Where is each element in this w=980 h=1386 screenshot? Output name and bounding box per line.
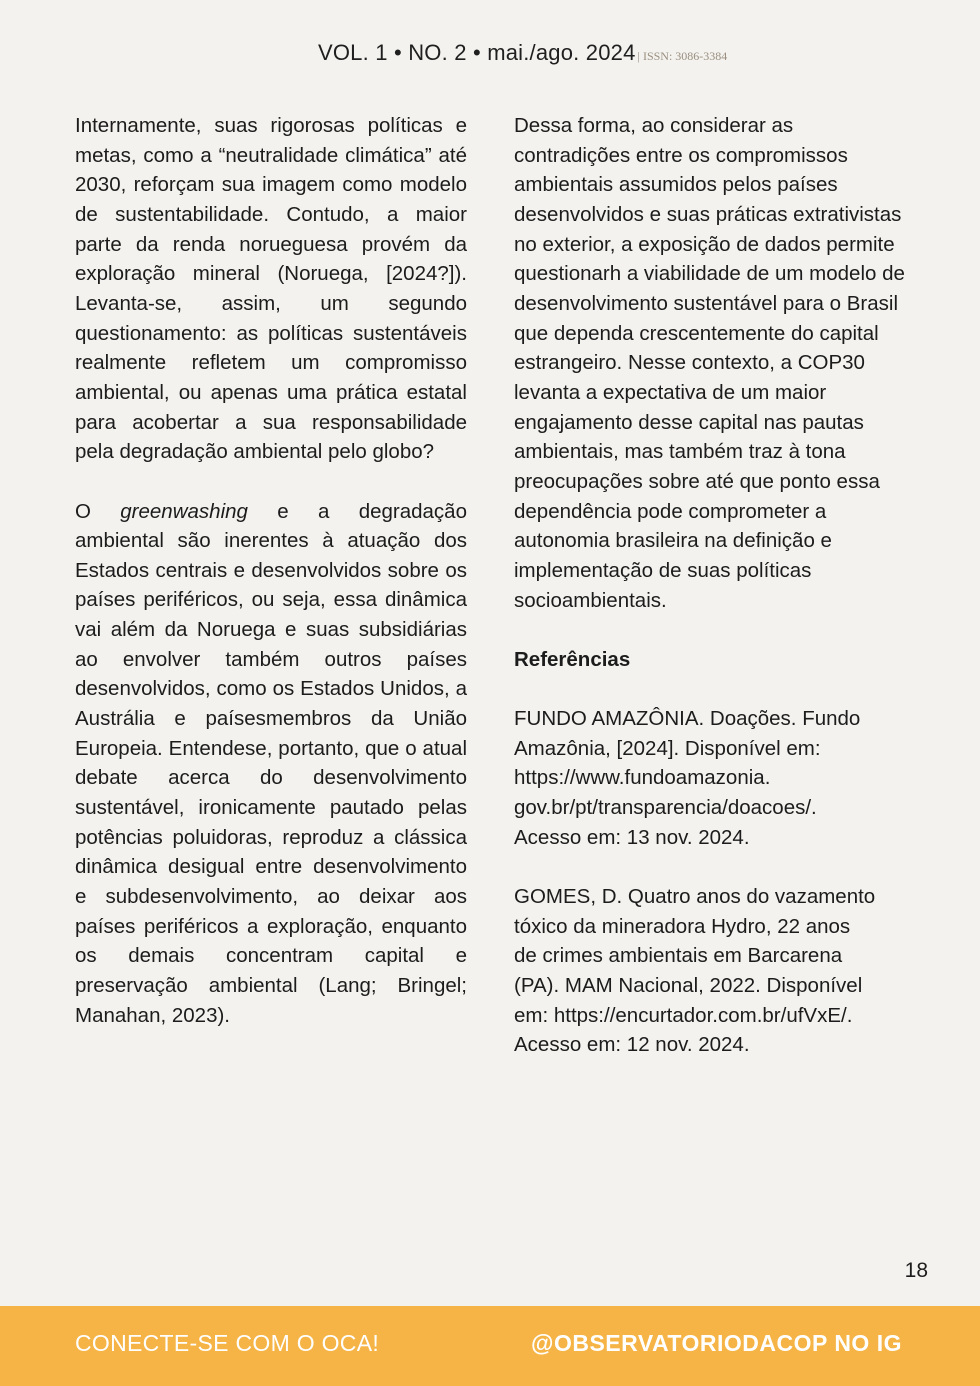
- left-paragraph-1: Internamente, suas rigorosas políticas e metas, como a “neutralidade climática” até 2030, reforçam sua imagem como modelo de sustentabilidade. Contudo, a maior parte da renda norueguesa provém da exploração mineral (Noruega, [2024?]). Levanta-se, assim, um segundo questionamento: as políticas sustentáveis realmente refletem um compromisso ambiental, ou apenas uma prática estatal para acobertar a sua responsabilidade pela degradação ambiental pelo globo?: [75, 114, 467, 464]
- para2-rest: e a degradação ambiental são inerentes à atuação dos Estados centrais e desenvolvidos sobre os países periféricos, ou seja, essa dinâmica vai além da Noruega e suas subsidiárias ao envolver também outros países desenvolvidos, como os Estados Unidos, a Austrália e paísesmembros da União Europeia. Entendese, portanto, que o atual debate acerca do desenvolvimento sustentável, ironicamente pautado pelas potências poluidoras, reproduz a clássica dinâmica desigual entre desenvolvimento e subdesenvolvimento, ao deixar aos países periféricos a exploração, enquanto os demais concentram capital e preservação ambiental (Lang; Bringel; Manahan, 2023).: [75, 499, 467, 1027]
- reference-fundo-amazonia: [514, 704, 910, 852]
- ref2-url: em: https://encurtador.com.br/ufVxE/.: [514, 1003, 853, 1027]
- ref2-line: (PA). MAM Nacional, 2022. Disponível: [514, 973, 863, 997]
- greenwashing-term: greenwashing: [120, 499, 248, 523]
- page-header: [318, 40, 727, 66]
- page-number: 18: [904, 1259, 928, 1282]
- ref1-line: Amazônia, [2024]. Disponível em:: [514, 736, 821, 760]
- left-column: [75, 111, 467, 1060]
- left-paragraph-2: [75, 497, 467, 1031]
- issn-label: | ISSN: 3086-3384: [637, 49, 728, 63]
- right-column: [514, 111, 910, 1090]
- para2-start: O: [75, 499, 121, 523]
- footer-instagram-handle: @OBSERVATORIODACOP NO IG: [531, 1330, 902, 1356]
- ref2-line: GOMES, D. Quatro anos do vazamento: [514, 885, 876, 909]
- ref2-line: Acesso em: 12 nov. 2024.: [514, 1033, 750, 1057]
- footer-bar: [0, 1306, 980, 1386]
- reference-gomes: [514, 882, 910, 1060]
- volume-info: VOL. 1 • NO. 2 • mai./ago. 2024: [318, 40, 636, 65]
- ref2-line: tóxico da mineradora Hydro, 22 anos: [514, 914, 851, 938]
- ref1-url: gov.br/pt/transparencia/doacoes/.: [514, 796, 817, 820]
- footer-connect-text: CONECTE-SE COM O OCA!: [75, 1330, 380, 1356]
- references-heading: Referências: [514, 647, 631, 671]
- ref2-line: de crimes ambientais em Barcarena: [514, 944, 843, 968]
- right-paragraph-1: Dessa forma, ao considerar as contradições entre os compromissos ambientais assumidos pelos países desenvolvidos e suas práticas extrativistas no exterior, a exposição de dados permite questionarh a viabilidade de um modelo de desenvolvimento sustentável para o Brasil que dependa crescentemente do capital estrangeiro. Nesse contexto, a COP30 levanta a expectativa de um maior engajamento desse capital nas pautas ambientais, mas também traz à tona preocupações sobre até que ponto essa dependência pode comprometer a autonomia brasileira na definição e implementação de suas políticas socioambientais.: [514, 114, 905, 612]
- ref1-line: Acesso em: 13 nov. 2024.: [514, 825, 750, 849]
- ref1-line: FUNDO AMAZÔNIA. Doações. Fundo: [514, 707, 861, 731]
- ref1-url: https://www.fundoamazonia.: [514, 766, 771, 790]
